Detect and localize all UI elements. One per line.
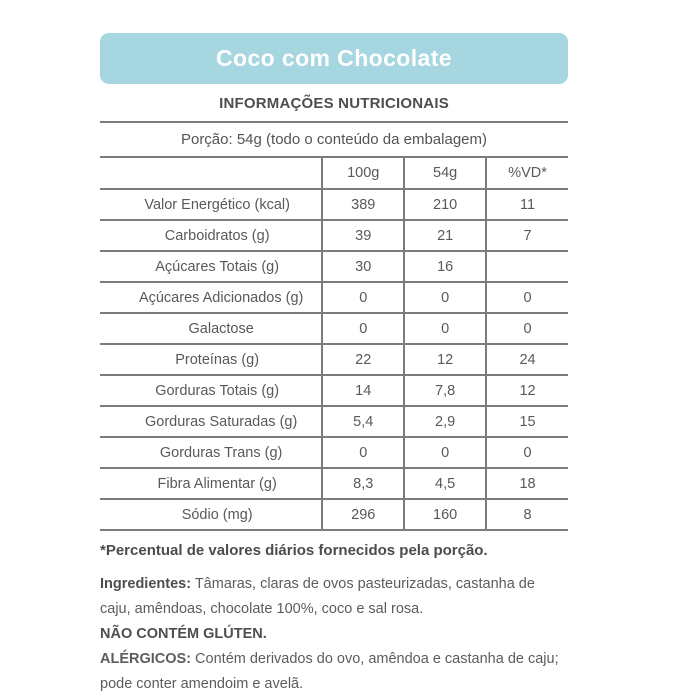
row-value: 8,3 (322, 468, 404, 499)
nutrition-label (100, 33, 568, 697)
row-value: 0 (486, 282, 568, 313)
table-row (100, 437, 568, 468)
row-value: 0 (322, 437, 404, 468)
row-value: 12 (486, 375, 568, 406)
portion-size-text: Porção: 54g (todo o conteúdo da embalagem) (100, 123, 568, 158)
row-label: Valor Energético (kcal) (144, 196, 290, 213)
table-row (100, 220, 568, 251)
row-value: 18 (486, 468, 568, 499)
daily-value-footnote: *Percentual de valores diários fornecidos pela porção. (100, 542, 488, 559)
row-value: 15 (486, 406, 568, 437)
row-value: 0 (404, 282, 486, 313)
ingredients-text: Tâmaras, claras de ovos pasteurizadas, castanha de caju, amêndoas, chocolate 100%, coco e sal rosa. (100, 576, 535, 617)
row-value: 4,5 (404, 468, 486, 499)
row-value: 30 (322, 251, 404, 282)
table-row (100, 375, 568, 406)
row-value: 24 (486, 344, 568, 375)
row-value: 12 (404, 344, 486, 375)
row-value: 0 (322, 282, 404, 313)
nutrition-facts-heading: INFORMAÇÕES NUTRICIONAIS (100, 84, 568, 123)
row-value: 11 (486, 189, 568, 220)
row-value: 2,9 (404, 406, 486, 437)
row-value: 389 (322, 189, 404, 220)
row-label: Gorduras Saturadas (g) (144, 413, 298, 430)
table-row (100, 468, 568, 499)
table-row (100, 189, 568, 220)
gluten-statement: NÃO CONTÉM GLÚTEN. (100, 625, 267, 642)
table-row (100, 282, 568, 313)
row-value: 16 (404, 251, 486, 282)
row-value: 5,4 (322, 406, 404, 437)
row-label: Fibra Alimentar (g) (157, 475, 277, 492)
table-row (100, 344, 568, 375)
row-label: Açúcares Totais (g) (155, 258, 280, 275)
row-label: Sódio (mg) (181, 506, 253, 523)
allergens-paragraph (100, 647, 568, 697)
row-value: 39 (322, 220, 404, 251)
product-title: Coco com Chocolate (216, 45, 452, 71)
nutrition-table-header (100, 158, 568, 189)
row-value: 0 (404, 313, 486, 344)
allergens-text: Contém derivados do ovo, amêndoa e castanha de caju; pode conter amendoim e avelã. (100, 650, 559, 692)
row-value: 0 (486, 313, 568, 344)
header-col-vd: %VD* (486, 158, 568, 189)
table-row (100, 313, 568, 344)
header-col-54g: 54g (404, 158, 486, 189)
row-label: Açúcares Adicionados (g) (138, 289, 304, 306)
header-col-100g: 100g (322, 158, 404, 189)
table-row (100, 499, 568, 530)
header-row (100, 158, 568, 189)
row-value: 210 (404, 189, 486, 220)
ingredients-paragraph (100, 572, 568, 622)
row-value: 14 (322, 375, 404, 406)
row-value (486, 251, 568, 282)
header-nutrient-column (100, 158, 322, 189)
allergens-label: ALÉRGICOS: (100, 650, 192, 667)
row-label: Gorduras Totais (g) (155, 382, 280, 399)
row-label: Galactose (188, 320, 254, 337)
ingredients-label: Ingredientes: (100, 576, 192, 592)
row-value: 7 (486, 220, 568, 251)
row-value: 160 (404, 499, 486, 530)
row-value: 21 (404, 220, 486, 251)
row-value: 0 (322, 313, 404, 344)
row-value: 22 (322, 344, 404, 375)
table-row (100, 251, 568, 282)
nutrition-table-body (100, 189, 568, 530)
row-label: Gorduras Trans (g) (159, 444, 283, 461)
row-label: Proteínas (g) (175, 351, 260, 368)
row-label: Carboidratos (g) (164, 227, 270, 244)
nutrition-table (100, 158, 568, 531)
row-value: 8 (486, 499, 568, 530)
row-value: 7,8 (404, 375, 486, 406)
row-value: 0 (404, 437, 486, 468)
row-value: 0 (486, 437, 568, 468)
row-value: 296 (322, 499, 404, 530)
product-title-banner (100, 33, 568, 84)
table-row (100, 406, 568, 437)
